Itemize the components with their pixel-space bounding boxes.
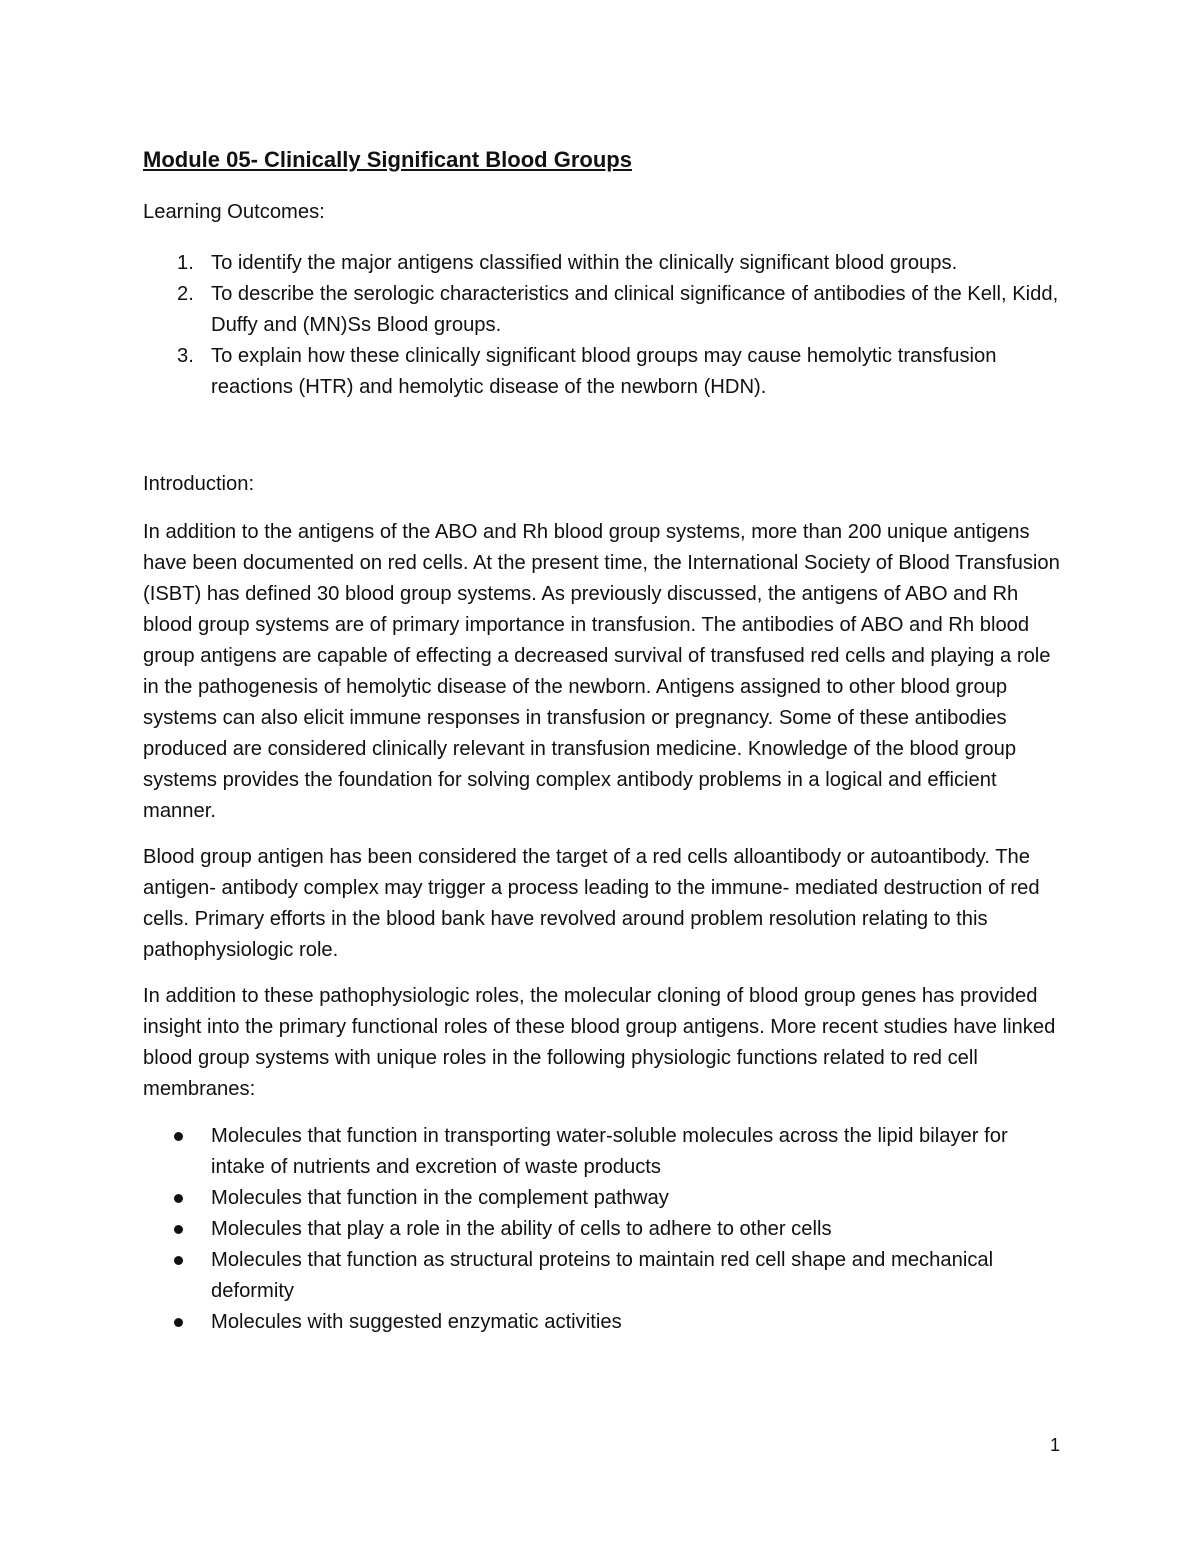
bullet-item [143,1214,1063,1245]
bullet-icon [174,1132,183,1141]
introduction-paragraph: In addition to the antigens of the ABO and Rh blood group systems, more than 200 unique antigens have been documented on red cells. At the present time, the International Society of Blood Transfusion (ISBT) has defined 30 blood group systems. As previously discussed, the antigens of ABO and Rh blood group systems are of primary importance in transfusion. The antibodies of ABO and Rh blood group antigens are capable of effecting a decreased survival of transfused red cells and playing a role in the pathogenesis of hemolytic disease of the newborn. Antigens assigned to other blood group systems can also elicit immune responses in transfusion or pregnancy. Some of these antibodies produced are considered clinically relevant in transfusion medicine. Knowledge of the blood group systems provides the foundation for solving complex antibody problems in a logical and efficient manner. [143,521,1060,822]
bullet-icon [174,1194,183,1203]
page-number: 1 [1049,1435,1060,1455]
learning-outcome-text: To describe the serologic characteristics and clinical significance of antibodies of the Kell, Kidd, Duffy and (MN)Ss Blood groups. [211,283,1059,336]
bullet-text: Molecules that function in the complement pathway [211,1187,669,1209]
bullet-item [143,1245,1063,1307]
functions-bullet-list [143,1121,1063,1338]
page-content [143,140,1063,1338]
learning-outcome-item [143,341,1063,403]
bullet-item [143,1307,1063,1338]
learning-outcome-number: 2. [177,283,194,305]
bullet-icon [174,1225,183,1234]
body-paragraph: Blood group antigen has been considered the target of a red cells alloantibody or autoantibody. The antigen- antibody complex may trigger a process leading to the immune- mediated destruction of red cells. Primary efforts in the blood bank have revolved around problem resolution relating to this pathophysiologic role. [143,846,1040,961]
bullet-icon [174,1256,183,1265]
bullet-item [143,1183,1063,1214]
learning-outcome-item [143,279,1063,341]
bullet-text: Molecules that play a role in the ability of cells to adhere to other cells [211,1218,832,1240]
body-paragraph: In addition to these pathophysiologic roles, the molecular cloning of blood group genes has provided insight into the primary functional roles of these blood group antigens. More recent studies have linked blood group systems with unique roles in the following physiologic functions related to red cell membranes: [143,985,1056,1100]
learning-outcome-text: To explain how these clinically significant blood groups may cause hemolytic transfusion reactions (HTR) and hemolytic disease of the newborn (HDN). [211,345,997,398]
learning-outcomes-list [143,248,1063,403]
bullet-item [143,1121,1063,1183]
document-title: Module 05- Clinically Significant Blood Groups [143,147,632,172]
learning-outcome-number: 3. [177,345,194,367]
bullet-text: Molecules with suggested enzymatic activities [211,1311,622,1333]
learning-outcome-number: 1. [177,252,194,274]
learning-outcomes-label: Learning Outcomes: [143,201,325,223]
bullet-text: Molecules that function in transporting water-soluble molecules across the lipid bilayer for intake of nutrients and excretion of waste products [211,1125,1008,1178]
learning-outcome-item [143,248,1063,279]
bullet-text: Molecules that function as structural proteins to maintain red cell shape and mechanical deformity [211,1249,994,1302]
bullet-icon [174,1318,183,1327]
introduction-heading: Introduction: [143,473,255,495]
learning-outcome-text: To identify the major antigens classified within the clinically significant blood groups. [211,252,958,274]
